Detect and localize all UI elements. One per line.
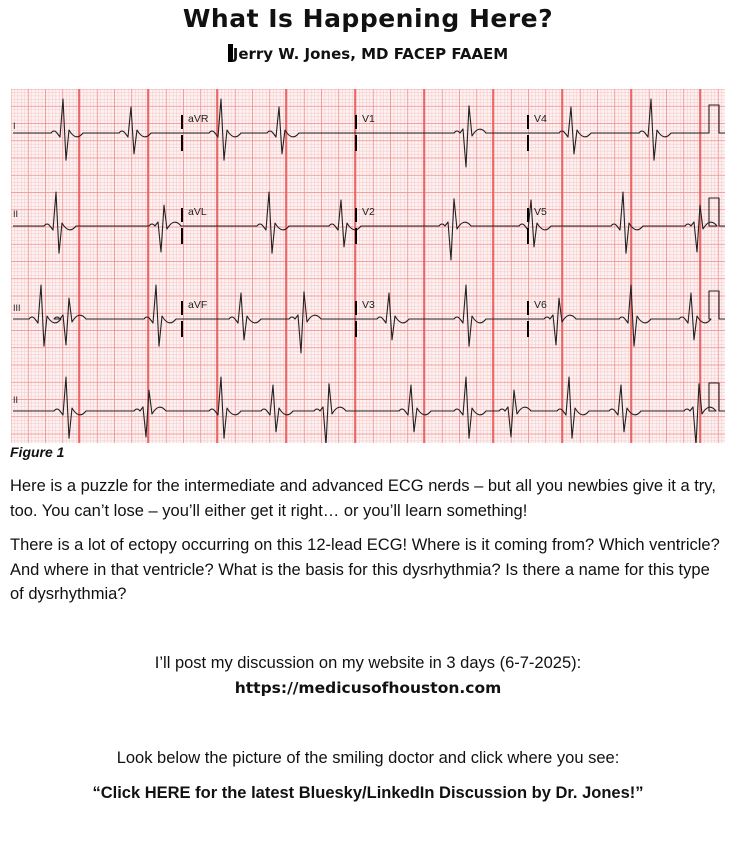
ecg-lead-label: V5 [534, 206, 547, 218]
ecg-figure [11, 89, 725, 443]
intro-paragraph: Here is a puzzle for the intermediate and advanced ECG nerds – but all you newbies give it a try, too. You can’t lose – you’ll either get it right… or you’ll learn something! [10, 477, 716, 520]
website-link[interactable]: https://medicusofhouston.com [234, 679, 502, 697]
ecg-lead-label: V3 [362, 299, 375, 311]
author-name: Jerry W. Jones, MD FACEP FAAEM [232, 45, 509, 63]
ecg-lead-label: aVF [188, 299, 208, 311]
instruction-text: Look below the picture of the smiling doctor and click where you see: [116, 749, 620, 767]
ecg-lead-label: aVR [188, 113, 209, 125]
post-notice: I’ll post my discussion on my website in 3 days (6-7-2025): [154, 654, 582, 672]
ecg-row-label: I [13, 121, 16, 131]
question-paragraph: There is a lot of ectopy occurring on this 12-lead ECG! Where is it coming from? Which ventricle? And where in that ventricle? What is the basis for this dysrhythmia? Is there a name for this type of dysrhythmia? [10, 536, 720, 603]
ecg-lead-label: aVL [188, 206, 207, 218]
ecg-lead-label: V2 [362, 206, 375, 218]
ecg-lead-label: V4 [534, 113, 547, 125]
page-title: What Is Happening Here? [182, 4, 554, 33]
ecg-row-label: II [13, 209, 19, 219]
figure-caption: Figure 1 [10, 444, 65, 460]
discussion-link-text: “Click HERE for the latest Bluesky/LinkedIn Discussion by Dr. Jones!” [92, 784, 644, 802]
ecg-lead-label: V1 [362, 113, 375, 125]
author-line [0, 44, 736, 63]
ecg-row-label: II [13, 395, 19, 405]
ecg-row-label: III [13, 303, 21, 313]
ecg-lead-label: V6 [534, 299, 547, 311]
